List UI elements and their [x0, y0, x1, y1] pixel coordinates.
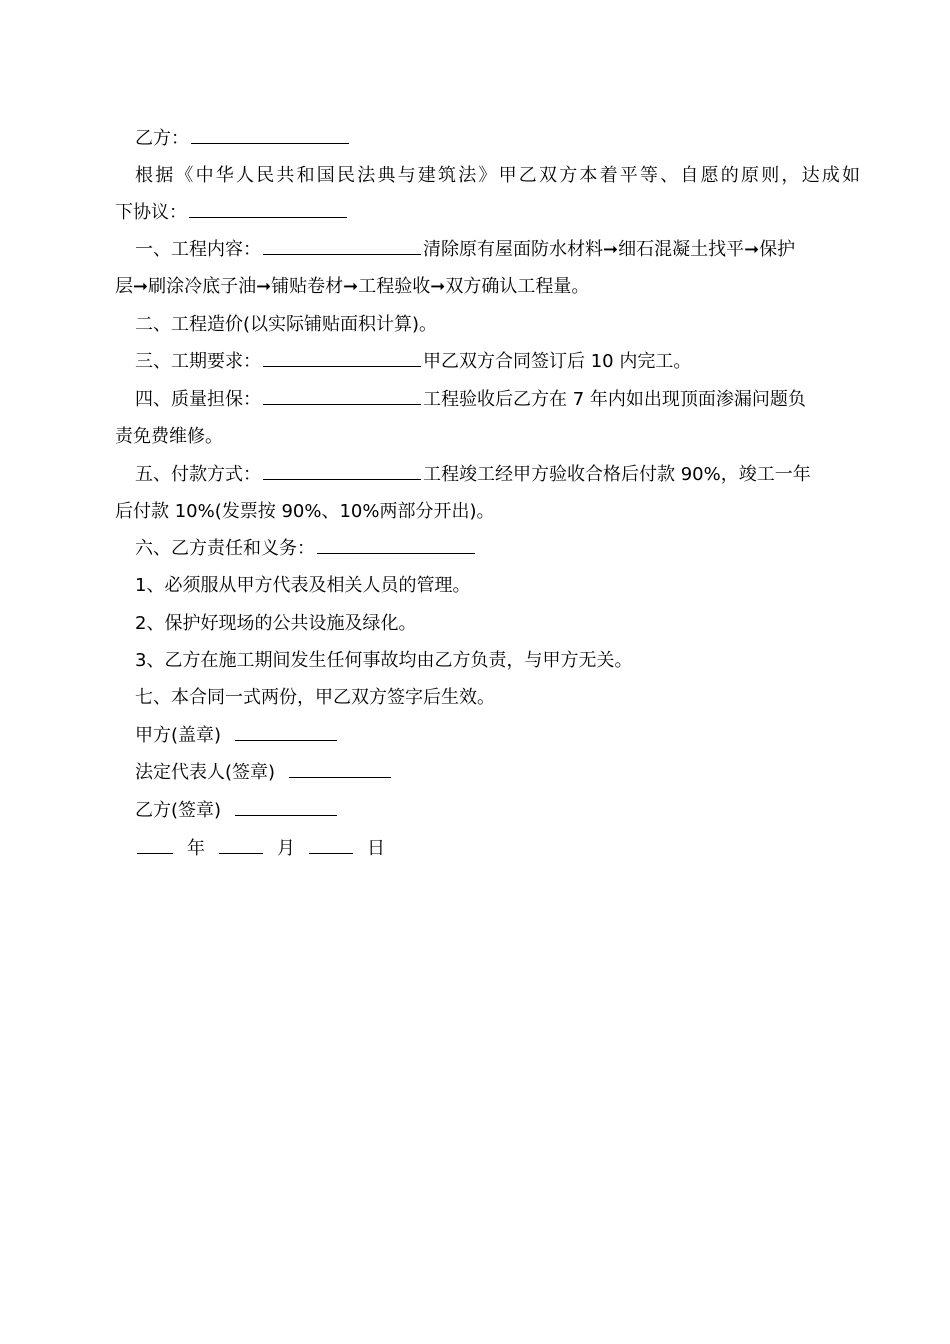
section-4-blank[interactable]: [263, 382, 421, 405]
signature-party-a: [115, 717, 860, 755]
section-1-line-2: 层➞刷涂冷底子油➞铺贴卷材➞工程验收➞双方确认工程量。: [115, 276, 590, 297]
section-2: 二、工程造价(以实际铺贴面积计算)。: [135, 314, 438, 335]
date-month-label: 月: [277, 838, 295, 859]
section-4-label: 四、质量担保：: [135, 389, 261, 410]
date-year-blank[interactable]: [137, 831, 173, 854]
party-b-line: [115, 120, 860, 158]
section-5-text-1: 工程竣工经甲方验收合格后付款 90%，竣工一年: [423, 464, 811, 485]
signature-legal-rep-blank[interactable]: [289, 755, 391, 778]
section-4-line-2: 责免费维修。: [115, 426, 223, 447]
section-1-label: 一、工程内容：: [135, 239, 261, 260]
party-b-label: 乙方：: [135, 128, 189, 149]
signature-legal-rep-label: 法定代表人(签章): [135, 762, 276, 783]
section-3: [115, 343, 860, 381]
section-1-line-1: [115, 231, 860, 269]
intro-line-1: 根据《中华人民共和国民法典与建筑法》甲乙双方本着平等、自愿的原则，达成如: [135, 165, 860, 186]
section-1-text-1: 清除原有屋面防水材料➞细石混凝土找平➞保护: [423, 239, 796, 260]
date-month-blank[interactable]: [219, 831, 263, 854]
section-3-text: 甲乙双方合同签订后 10 内完工。: [423, 351, 692, 372]
section-6-blank[interactable]: [317, 531, 475, 554]
section-4-line-1: [115, 381, 860, 419]
section-5-line-1: [115, 456, 860, 494]
section-1-blank[interactable]: [263, 232, 421, 255]
signature-party-b: [115, 792, 860, 830]
signature-party-a-blank[interactable]: [235, 718, 337, 741]
signature-legal-rep: [115, 754, 860, 792]
signature-party-a-label: 甲方(盖章): [135, 725, 222, 746]
date-day-blank[interactable]: [309, 831, 353, 854]
duty-item-1: 1、必须服从甲方代表及相关人员的管理。: [135, 575, 471, 596]
section-4-text-1: 工程验收后乙方在 7 年内如出现顶面渗漏问题负: [423, 389, 806, 410]
intro-line-2-text: 下协议：: [115, 202, 187, 223]
signature-party-b-blank[interactable]: [235, 793, 337, 816]
section-5-line-2: 后付款 10%(发票按 90%、10%两部分开出)。: [115, 501, 495, 522]
date-year-label: 年: [187, 838, 205, 859]
section-3-blank[interactable]: [263, 344, 421, 367]
agreement-blank[interactable]: [189, 195, 347, 218]
signature-party-b-label: 乙方(签章): [135, 800, 222, 821]
intro-line-2: [115, 194, 840, 232]
party-b-blank[interactable]: [191, 121, 349, 144]
duty-item-3: 3、乙方在施工期间发生任何事故均由乙方负责，与甲方无关。: [135, 650, 633, 671]
section-5-blank[interactable]: [263, 457, 421, 480]
date-day-label: 日: [367, 838, 385, 859]
section-6: [115, 530, 860, 568]
section-7: 七、本合同一式两份，甲乙双方签字后生效。: [135, 687, 495, 708]
duty-item-2: 2、保护好现场的公共设施及绿化。: [135, 613, 417, 634]
date-line: [115, 830, 860, 868]
section-6-label: 六、乙方责任和义务：: [135, 538, 315, 559]
section-3-label: 三、工期要求：: [135, 351, 261, 372]
section-5-label: 五、付款方式：: [135, 464, 261, 485]
